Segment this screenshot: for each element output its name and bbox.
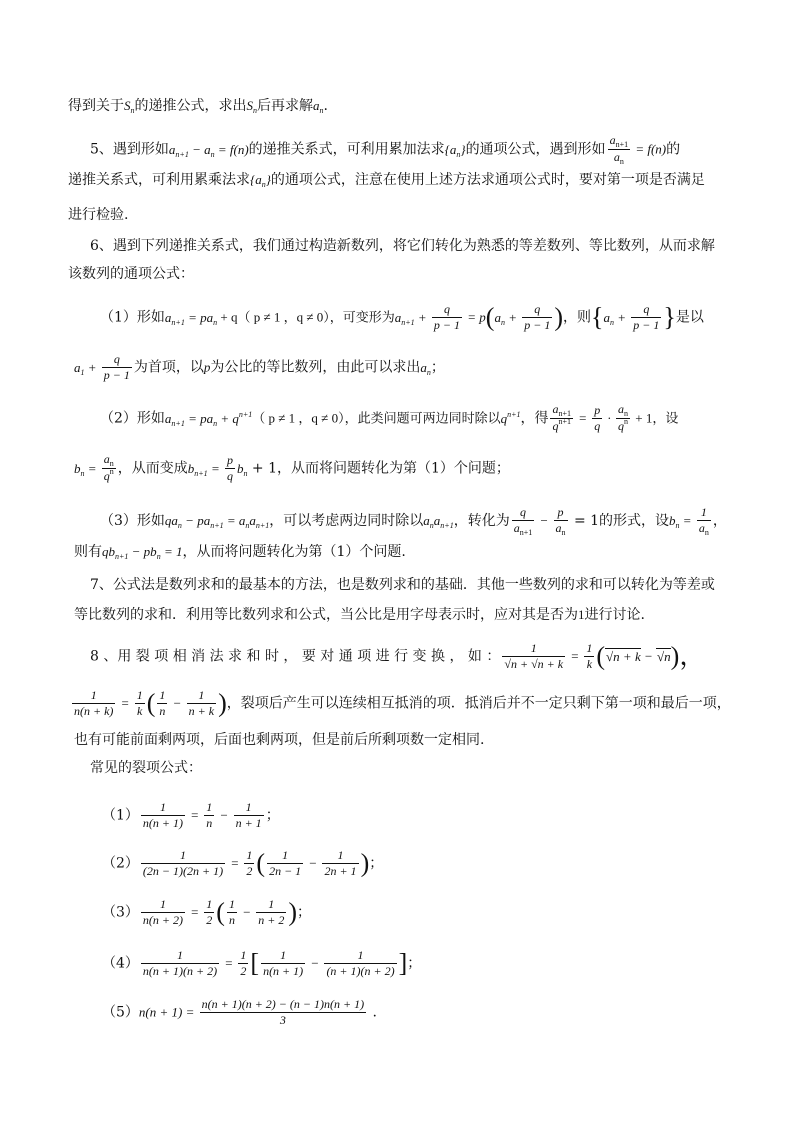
text: （1）: [102, 807, 139, 824]
fraction: $\frac{q}{p - 1}$: [524, 302, 551, 332]
text: ；: [297, 904, 312, 921]
text: 等比数列的求和．利用等比数列求和公式，当公比是用字母表示时，应对其是否为: [74, 607, 578, 623]
text-line: [90, 133, 794, 166]
text: 进行检验.: [68, 207, 129, 223]
text-line: [74, 605, 794, 625]
text: ，转化为: [453, 513, 510, 529]
text: ；: [265, 807, 280, 824]
text: （3）形如: [100, 513, 165, 529]
math: $a_n$ +: [603, 309, 630, 327]
math: =: [567, 648, 583, 664]
fraction: $\frac{p}{q}$: [594, 403, 601, 433]
text: 8 、用 裂 项 相 消 法 求 和 时 ， 要 对 通 项 进 行 变 换 ， 如 ：: [90, 648, 501, 665]
text: ；: [407, 955, 422, 972]
math: $qa_n - pa_{n+1} = a_na_{n+1}$: [164, 513, 270, 530]
text: （3）: [102, 904, 139, 921]
text-line: [68, 264, 794, 284]
paren: (: [146, 688, 156, 718]
bracket: ]: [398, 948, 408, 978]
math: =: [575, 410, 591, 426]
text-line: [74, 452, 794, 485]
fraction: $\frac{n(n + 1)(n + 2) - (n - 1)n(n + 1)}{3}$: [201, 997, 365, 1027]
fraction: $\frac{1}{(n + 1)(n + 2)}$: [326, 948, 395, 978]
text-line: [100, 505, 794, 537]
text-line: [68, 96, 794, 118]
paren: (: [216, 897, 225, 927]
math: $a_na_{n+1}$: [423, 513, 454, 530]
text: 则有: [74, 544, 102, 560]
math: $a_1$ +: [74, 359, 100, 377]
fraction: $\frac{1}{k}$: [586, 641, 593, 671]
text: 该数列的通项公式：: [68, 266, 194, 282]
paren: (: [485, 302, 495, 332]
fraction: $\frac{a_n}{q^n}$: [103, 452, 114, 483]
text-line: [100, 302, 794, 333]
paren: ): [218, 688, 227, 718]
math: =: [187, 904, 203, 920]
text: 的通项公式，注意在使用上述方法求通项公式时，要对第一项是否满足: [270, 172, 705, 188]
text: （4）: [102, 955, 139, 972]
text-line: [100, 402, 794, 435]
math: −: [307, 955, 323, 971]
paren: )，: [670, 641, 706, 671]
text: 递推关系式，可利用累乘法求: [68, 172, 250, 188]
fraction: $\frac{1}{a_n}$: [698, 505, 709, 537]
text: .: [368, 1004, 377, 1021]
text: 为公比的等比数列，由此可以求出: [210, 359, 421, 376]
fraction: $\frac{1}{n}$: [228, 897, 235, 927]
text-line: [74, 352, 794, 383]
math: $b_{n+1}$ =: [187, 460, 223, 478]
fraction: $\frac{a_{n+1}}{a_n}$: [609, 133, 629, 166]
math: $b_n$: [236, 460, 248, 478]
math: =: [187, 807, 203, 823]
paren: ): [360, 848, 370, 878]
math: $a_n$: [420, 359, 431, 377]
math: −: [238, 904, 255, 920]
text-line: [90, 236, 794, 256]
math: $a_{n+1} = pa_n + q^{n+1}$: [164, 409, 253, 428]
text: 的递推关系式，可利用累加法求: [248, 141, 445, 158]
text-line: [74, 542, 794, 564]
math: $a_{n+1} = pa_n$: [164, 309, 218, 327]
bracket: [: [250, 948, 260, 978]
math: $a_{n+1} - a_n = f(n)$: [168, 141, 249, 159]
fraction: $\frac{p}{q}$: [226, 453, 233, 483]
math: −: [305, 855, 321, 871]
formula-line: [102, 800, 794, 831]
fraction: $\frac{1}{n(n + k)}$: [74, 688, 114, 718]
text: 为首项，以: [133, 359, 204, 376]
fraction: $\frac{p}{a_n}$: [555, 505, 566, 537]
fraction: $\frac{1}{2n - 1}$: [269, 848, 302, 878]
text: （2）: [102, 855, 139, 872]
fraction: $\frac{1}{n(n + 1)(n + 2)}$: [142, 948, 218, 978]
text: （ p ≠ 1 ，q ≠ 0），此类问题可两边同时除以: [252, 410, 501, 426]
math: $b_n$ =: [669, 513, 695, 530]
text: + 1，设: [632, 410, 679, 426]
paren: (: [596, 641, 606, 671]
text: ，得: [520, 410, 549, 427]
formula-line: [102, 948, 794, 979]
text: ；: [430, 359, 445, 376]
text-line: [70, 688, 794, 719]
math: $a_n$ +: [494, 309, 521, 327]
fraction: $\frac{1}{2}$: [246, 848, 253, 878]
math: = f(n): [632, 141, 667, 157]
math: $qb_{n+1} - pb_n = 1$: [102, 544, 183, 561]
fraction: $\frac{1}{n}$: [206, 800, 213, 830]
fraction: $\frac{q}{p - 1}$: [103, 352, 130, 382]
text-line: [90, 758, 794, 778]
math: 1: [578, 607, 585, 622]
text: ，可以考虑两边同时除以: [269, 513, 424, 529]
text: 7、公式法是数列求和的最基本的方法，也是数列求和的基础．其他一些数列的求和可以转化为等差或: [90, 577, 715, 593]
math: $S_n$: [246, 98, 257, 115]
text: ，裂项后产生可以连续相互抵消的项．抵消后并不一定只剩下第一项和最后一项，: [226, 695, 731, 712]
math: =: [227, 855, 243, 871]
text: ；: [369, 855, 384, 872]
math: =: [221, 955, 237, 971]
math: =: [117, 695, 133, 711]
math: $q^{n+1}$: [500, 409, 521, 426]
text: 进行讨论.: [584, 607, 645, 623]
text: ，从而变成: [117, 460, 188, 477]
math: −: [216, 807, 232, 823]
math: $\{a_n\}$: [444, 141, 466, 159]
math: p: [203, 359, 211, 375]
formula-line: [102, 997, 794, 1028]
fraction: $\frac{q}{a_{n+1}}$: [513, 505, 533, 537]
math: −: [169, 695, 185, 711]
fraction: $\frac{1}{n}$: [159, 688, 166, 718]
text: 的: [666, 141, 681, 158]
text: + 1，从而将问题转化为第（1）个问题；: [247, 460, 510, 477]
fraction: $\frac{1}{n(n + 1)}$: [263, 948, 304, 978]
text: 是以: [675, 309, 704, 326]
text: 常见的裂项公式：: [90, 760, 202, 776]
fraction: $\frac{1}{n + k}$: [188, 688, 215, 718]
formula-line: [102, 897, 794, 928]
fraction: $\frac{1}{n(n + 1)}$: [142, 800, 184, 830]
fraction: $\frac{q}{p - 1}$: [633, 302, 660, 332]
fraction: $\frac{1}{(2n - 1)(2n + 1)}$: [142, 848, 224, 878]
text-line: [74, 730, 794, 750]
fraction: $\frac{1}{n + 2}$: [258, 897, 285, 927]
fraction: $\frac{1}{√n + √n + k}$: [504, 641, 564, 671]
text: 的递推公式，求出: [134, 98, 247, 114]
text-line: [68, 170, 794, 192]
formula-line: [102, 848, 794, 879]
math: $a_n$: [313, 98, 324, 115]
fraction: $\frac{a_{n+1}}{q^{n+1}}$: [552, 402, 571, 433]
math: = p: [464, 309, 486, 325]
text: .: [323, 98, 328, 114]
text: （2）形如: [100, 410, 165, 427]
text: 也有可能前面剩两项，后面也剩两项，但是前后所剩项数一定相同.: [74, 732, 485, 748]
text-line: [68, 205, 794, 225]
fraction: $\frac{1}{2}$: [240, 948, 247, 978]
text-line: [90, 641, 794, 672]
text: （5）: [102, 1004, 139, 1021]
math: √n + k: [606, 648, 641, 664]
brace: }: [663, 302, 676, 332]
math: √n: [657, 648, 671, 664]
text: ，: [712, 513, 727, 529]
math: n(n + 1) =: [138, 1004, 198, 1020]
text: ，从而将问题转化为第（1）个问题.: [182, 544, 406, 560]
math: $a_{n+1}$ +: [394, 309, 430, 327]
math: $b_n$ =: [74, 460, 100, 478]
text: 6、遇到下列递推关系式，我们通过构造新数列，将它们转化为熟悉的等差数列、等比数列，从而求解: [90, 238, 715, 254]
text: + q（ p ≠ 1 ，q ≠ 0），可变形为: [217, 309, 395, 325]
fraction: $\frac{1}{k}$: [136, 688, 143, 718]
math: −: [536, 513, 552, 528]
paren: (: [256, 848, 266, 878]
math: ·: [604, 410, 615, 426]
math: $\{a_n\}$: [250, 172, 271, 189]
paren: ): [288, 897, 298, 927]
fraction: $\frac{1}{n(n + 2)}$: [142, 897, 184, 927]
brace: {: [591, 302, 604, 332]
math: −: [640, 648, 657, 664]
text: = 1的形式，设: [569, 513, 670, 529]
fraction: $\frac{1}{2n + 1}$: [324, 848, 357, 878]
text: 5、遇到形如: [90, 141, 169, 158]
fraction: $\frac{1}{n + 1}$: [235, 800, 262, 830]
text-line: [90, 575, 794, 595]
text: 得到关于: [68, 98, 124, 114]
text: ，则: [563, 309, 592, 326]
fraction: $\frac{q}{p - 1}$: [433, 302, 461, 332]
text: 的通项公式，遇到形如: [465, 141, 606, 158]
paren: ): [554, 302, 564, 332]
text: （1）形如: [100, 309, 165, 326]
fraction: $\frac{1}{2}$: [206, 897, 213, 927]
math: $S_n$: [124, 98, 135, 115]
text: 后再求解: [257, 98, 313, 114]
fraction: $\frac{a_n}{q^n}$: [618, 402, 629, 433]
